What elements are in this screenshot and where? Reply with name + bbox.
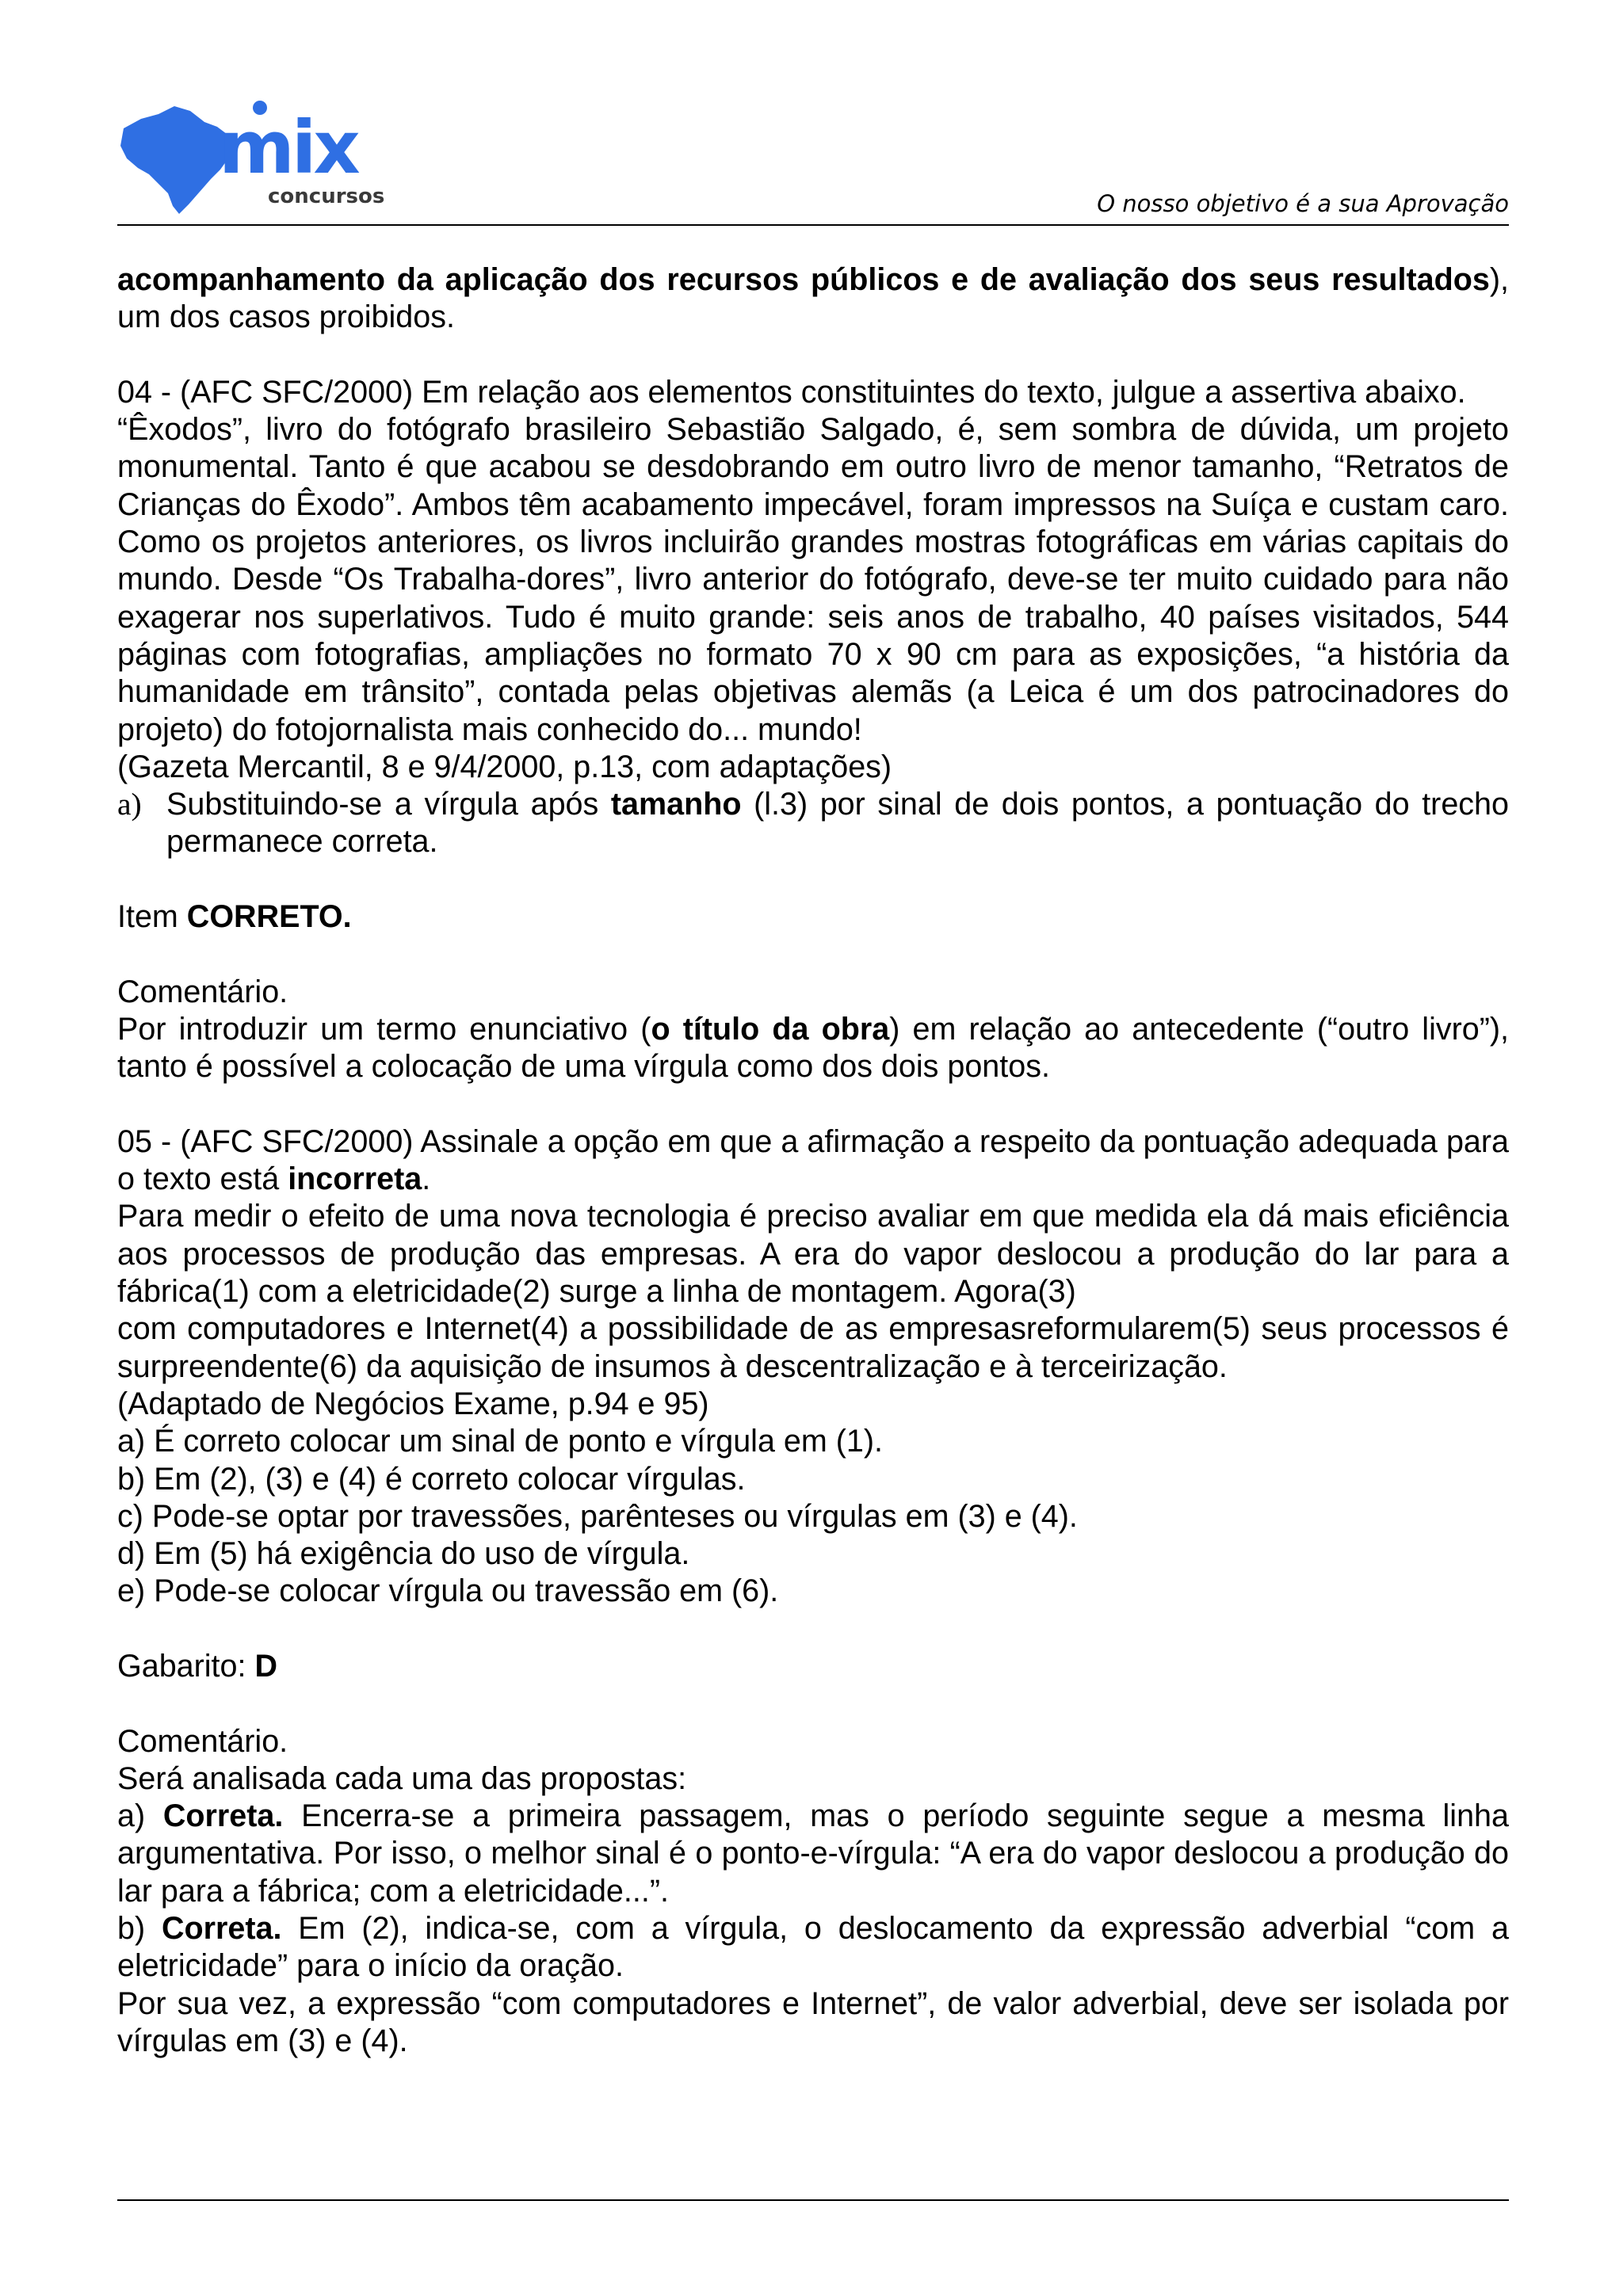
text-run: (l.3) por sinal de dois pontos, a pontuação do trecho permanece correta. [166, 787, 1509, 860]
brazil-map-icon [120, 106, 235, 214]
question-5-answer-key [117, 1648, 1509, 1685]
header-divider [117, 224, 1509, 226]
text-run: Em (2), indica-se, com a vírgula, o deslocamento da expressão adverbial “com a eletricidade” para o início da oração. [117, 1911, 1509, 1984]
text-run: Substituindo-se a vírgula após [166, 787, 611, 822]
question-5-comment-title: Comentário. [117, 1723, 288, 1759]
question-4-comment [117, 1011, 1509, 1086]
text-run: . [422, 1161, 431, 1197]
question-5-option-c: c) Pode-se optar por travessões, parênteses ou vírgulas em (3) e (4). [117, 1498, 1078, 1534]
question-5-source: (Adaptado de Negócios Exame, p.94 e 95) [117, 1386, 709, 1421]
question-4-answer [117, 898, 1509, 936]
bold-text: Correta. [162, 1798, 284, 1834]
text-run: Item [117, 899, 187, 935]
text-run: a) [117, 1798, 163, 1834]
text-run: 05 - (AFC SFC/2000) Assinale a opção em que a afirmação a respeito da pontuação adequada para o texto está [117, 1123, 1509, 1197]
footer-divider [117, 2199, 1509, 2201]
bold-text: acompanhamento da aplicação dos recursos públicos e de avaliação dos seus resultados [117, 262, 1490, 297]
answer-value: D [254, 1648, 277, 1684]
question-5-comment-intro: Será analisada cada uma das propostas: [117, 1760, 687, 1796]
question-5-intro [117, 1123, 1509, 1199]
question-4-comment-title: Comentário. [117, 974, 288, 1009]
question-4-alternative-a [117, 786, 1509, 861]
paragraph-continuation [117, 261, 1509, 337]
question-5-text-1: Para medir o efeito de uma nova tecnologia é preciso avaliar em que medida ela dá mais eficiência aos processos de produção das empresas. A era do vapor deslocou a produção do lar para a fábrica(1) com a eletricidade(2) surge a linha de montagem. Agora(3) [117, 1199, 1509, 1310]
question-4-intro: 04 - (AFC SFC/2000) Em relação aos elementos constituintes do texto, julgue a assertiva abaixo. [117, 374, 1466, 410]
page-header [117, 95, 1509, 222]
alternative-label: a) [117, 787, 142, 822]
question-4-text: “Êxodos”, livro do fotógrafo brasileiro Sebastião Salgado, é, sem sombra de dúvida, um projeto monumental. Tanto é que acabou se desdobrando em outro livro de menor tamanho, “Retratos de Crianças do Êxodo”. Ambos têm acabamento impecável, foram impressos na Suíça e custam caro. Como os projetos anteriores, os livros incluirão grandes mostras fotográficas em várias capitais do mundo. Desde “Os Trabalha-dores”, livro anterior do fotógrafo, deve-se ter muito cuidado para não exagerar nos superlativos. Tudo é muito grande: seis anos de trabalho, 40 países visitados, 544 páginas com fotografias, ampliações no formato 70 x 90 cm para as exposições, “a história da humanidade em trânsito”, contada pelas objetivas alemãs (a Leica é um dos patrocinadores do projeto) do fotojornalista mais conhecido do... mundo! [117, 412, 1509, 747]
bold-text: tamanho [610, 787, 742, 822]
question-5-comment-b [117, 1910, 1509, 1985]
logo-wordmark: mix [219, 105, 357, 190]
question-4-source: (Gazeta Mercantil, 8 e 9/4/2000, p.13, com adaptações) [117, 749, 892, 784]
bold-text: o título da obra [651, 1011, 890, 1047]
text-run: Gabarito: [117, 1648, 255, 1684]
text-run: ), um dos casos proibidos. [117, 262, 1509, 335]
text-run: Encerra-se a primeira passagem, mas o período seguinte segue a mesma linha argumentativa. Por isso, o melhor sinal é o ponto-e-vírgula: “A era do vapor deslocou a produção do lar para a fábrica; com a eletricidade...”. [117, 1798, 1509, 1909]
header-tagline: O nosso objetivo é a sua Aprovação [1097, 190, 1509, 217]
text-run: b) [117, 1911, 162, 1947]
answer-value: CORRETO. [186, 899, 352, 935]
logo-subtitle: concursos [268, 185, 385, 208]
question-5-comment-c: Por sua vez, a expressão “com computadores e Internet”, de valor adverbial, deve ser isolada por vírgulas em (3) e (4). [117, 1985, 1509, 2058]
question-5-text-2: com computadores e Internet(4) a possibilidade de as empresasreformularem(5) seus processos é surpreendente(6) da aquisição de insumos à descentralização e à terceirização. [117, 1311, 1509, 1384]
document-body [117, 261, 1509, 2060]
question-5-option-e: e) Pode-se colocar vírgula ou travessão em (6). [117, 1573, 779, 1609]
question-5-option-d: d) Em (5) há exigência do uso de vírgula. [117, 1536, 690, 1572]
mix-concursos-logo [117, 95, 418, 222]
bold-text: Correta. [161, 1911, 282, 1947]
question-5-option-a: a) É correto colocar um sinal de ponto e vírgula em (1). [117, 1424, 883, 1459]
text-run: ) em relação ao antecedente (“outro livro”), tanto é possível a colocação de uma vírgula como dos dois pontos. [117, 1011, 1509, 1085]
question-5-option-b: b) Em (2), (3) e (4) é correto colocar vírgulas. [117, 1461, 746, 1497]
text-run: Por introduzir um termo enunciativo ( [117, 1011, 651, 1047]
bold-text: incorreta [288, 1161, 422, 1197]
question-5-comment-a [117, 1798, 1509, 1910]
